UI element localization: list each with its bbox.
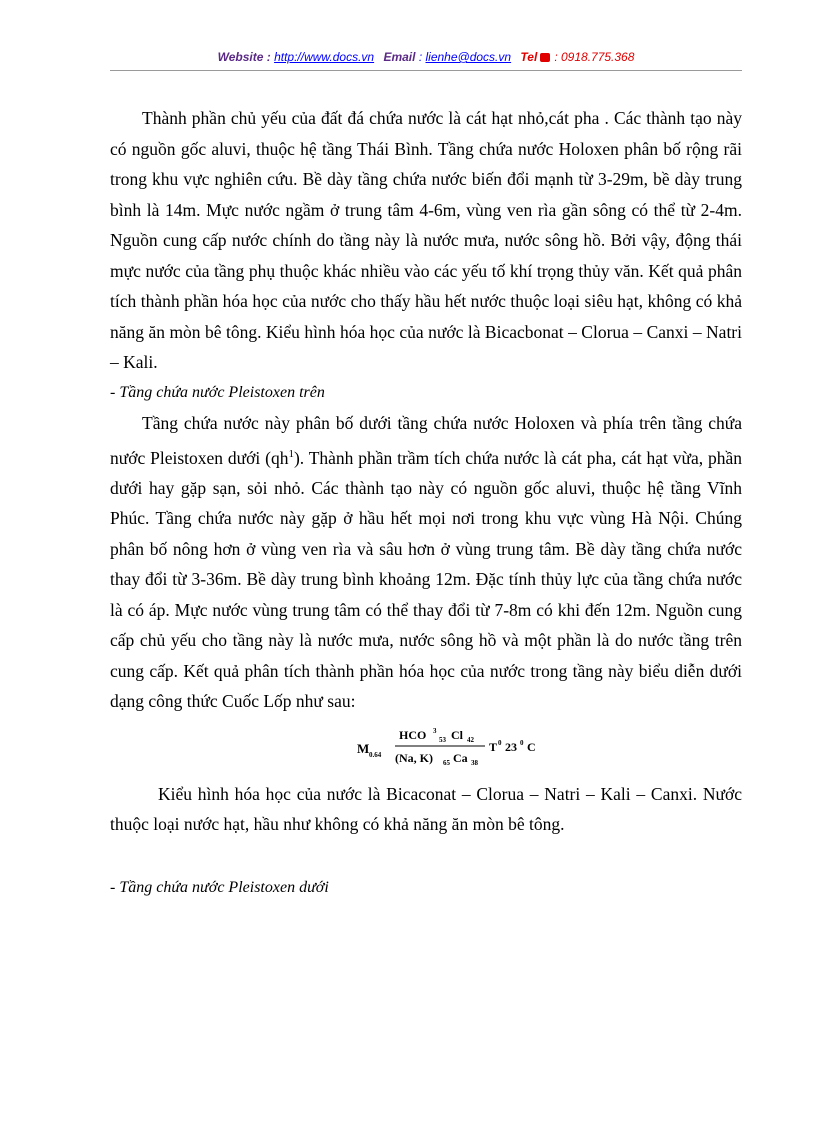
formula-denominator-ca-sub: 38 <box>471 758 478 767</box>
section-heading-pleistoxen-tren: - Tầng chứa nước Pleistoxen trên <box>110 383 325 401</box>
email-label: Email <box>383 50 416 64</box>
section-heading-pleistoxen-duoi: - Tầng chứa nước Pleistoxen dưới <box>110 878 329 896</box>
formula-denominator-ca: Ca <box>453 750 468 765</box>
paragraph-holoxen: Thành phần chủ yếu của đất đá chứa nước là cát hạt nhỏ,cát pha . Các thành tạo này có nguồn gốc aluvi, thuộc hệ tầng Thái Bình. Tầng chứa nước Holoxen phân bố rộng rãi trong khu vực nghiên cứu. Bề dày tầng chứa nước biến đổi mạnh từ 3-29m, bề dày trung bình là 14m. Mực nước ngầm ở trung tâm 4-6m, vùng ven rìa gần sông có thể từ 2-4m. Nguồn cung cấp nước chính do tầng này là nước mưa, nước sông hồ. Bởi vậy, động thái mực nước của tầng phụ thuộc khác nhiều vào các yếu tố khí trọng thủy văn. Kết quả phân tích thành phần hóa học của nước cho thấy hầu hết nước thuộc loại siêu hạt, không có khả năng ăn mòn bê tông. Kiểu hình hóa học của nước là Bicacbonat – Clorua – Canxi – Natri – Kali. <box>110 108 742 372</box>
formula-numerator-sub: 53 <box>439 735 446 744</box>
formula-m-sub: 0.64 <box>369 750 382 759</box>
spacer <box>110 840 742 873</box>
formula-numerator-hco: HCO <box>399 727 427 742</box>
kurlov-formula <box>110 717 742 779</box>
formula-denominator-nak: (Na, K) <box>395 750 433 765</box>
formula-t-sup: 0 <box>498 738 502 747</box>
formula-numerator-sup: 3 <box>433 726 437 735</box>
paragraph-pleistoxen-tren <box>110 408 742 717</box>
formula-numerator-cl: Cl <box>451 727 463 742</box>
paragraph-kieu-hinh: Kiểu hình hóa học của nước là Bicaconat – Clorua – Natri – Kali – Canxi. Nước thuộc loại nước hạt, hầu như không có khả năng ăn mòn bê tông. <box>110 783 742 835</box>
header-divider <box>110 70 742 71</box>
formula-c: C <box>527 739 536 754</box>
formula-temp: 23 <box>505 739 517 754</box>
formula-t: T <box>489 739 498 754</box>
document-body <box>110 103 742 903</box>
superscript: 1 <box>288 447 294 460</box>
formula-numerator-cl-sub: 42 <box>467 735 474 744</box>
formula-temp-sup: 0 <box>520 738 524 747</box>
tel-label: Tel <box>520 50 538 64</box>
website-label: Website : <box>217 50 271 64</box>
telephone-icon <box>540 53 550 62</box>
email-link[interactable]: lienhe@docs.vn <box>425 50 512 64</box>
page-header <box>110 50 742 72</box>
email-separator: : <box>418 50 423 64</box>
paragraph-text-part-2: ). Thành phần trầm tích chứa nước là cát pha, cát hạt vừa, phần dưới hay gặp sạn, sỏi nhỏ. Các thành tạo này có nguồn gốc aluvi, thuộc hệ tầng Vĩnh Phúc. Tầng chứa nước này gặp ở hầu hết mọi nơi trong khu vực vùng Hà Nội. Chúng phân bố nông hơn ở vùng ven rìa và sâu hơn ở vùng trung tâm. Bề dày tầng chứa nước thay đổi từ 3-36m. Bề dày trung bình khoảng 12m. Đặc tính thủy lực của tầng chứa nước là có áp. Mực nước vùng trung tâm có thể thay đổi từ 7-8m có khi đến 12m. Nguồn cung cấp chủ yếu cho tầng này là nước mưa, nước sông hồ và một phần là do nước tầng trên cung cấp. Kết quả phân tích thành phần hóa học của nước trong tầng này biểu diễn dưới dạng công thức Cuốc Lốp như sau: <box>110 447 742 712</box>
formula-m: M <box>357 740 370 756</box>
formula-denominator-sub: 65 <box>443 758 450 767</box>
website-link[interactable]: http://www.docs.vn <box>274 50 375 64</box>
paragraph-text-part-1: Tầng chứa nước này phân bố dưới tầng chứa nước Holoxen và phía trên tầng chứa nước Pleistoxen dưới (qh <box>110 413 742 468</box>
tel-number: : 0918.775.368 <box>554 50 635 64</box>
